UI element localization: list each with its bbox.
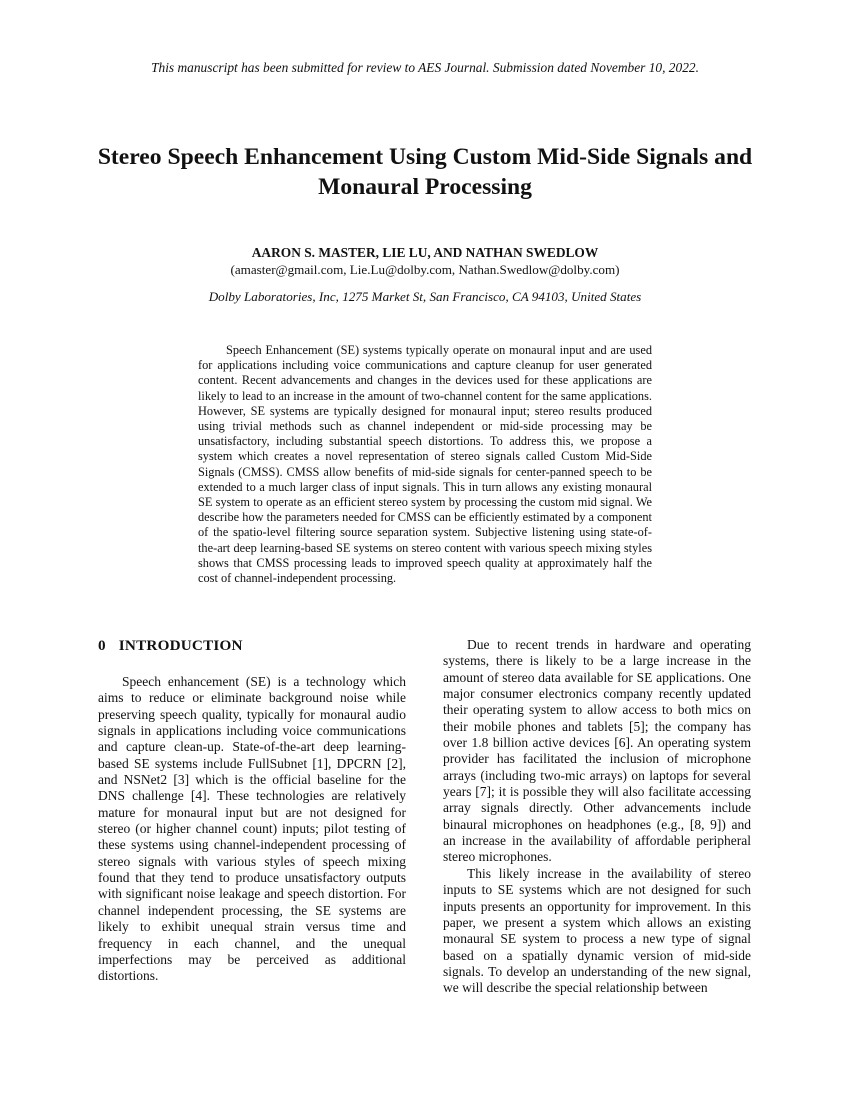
author-emails: (amaster@gmail.com, Lie.Lu@dolby.com, Nathan.Swedlow@dolby.com): [230, 262, 620, 277]
intro-paragraph-2: Due to recent trends in hardware and operating systems, there is likely to be a large increase in the amount of stereo data available for SE applications. One major consumer electronics company recently updated their operating system to allow access to both mics on their mobile phones and tablets [5]; the company has over 1.8 billion active devices [6]. An operating system provider has facilitated the inclusion of microphone arrays (including two-mic arrays) on laptops for several years [7]; it is possible they will also facilitate accessing array signals directly. Other advancements include binaural microphones on headphones (e.g., [8, 9]) and an increase in the availability of affordable peripheral stereo microphones.: [443, 637, 751, 865]
intro-paragraph-3: This likely increase in the availability of stereo inputs to SE systems which are not designed for such inputs presents an opportunity for improvement. In this paper, we present a system which allows an existing monaural SE system to process a new type of signal based on a spatially dynamic version of mid-side signals. To develop an understanding of the new signal, we will describe the special relationship between: [443, 865, 751, 996]
submission-notice: This manuscript has been submitted for review to AES Journal. Submission dated November 10, 2022.: [151, 60, 699, 75]
paper-title: Stereo Speech Enhancement Using Custom Mid-Side Signals and Monaural Processing: [97, 144, 753, 200]
author-affiliation: Dolby Laboratories, Inc, 1275 Market St, San Francisco, CA 94103, United States: [208, 289, 642, 304]
author-list: AARON S. MASTER, LIE LU, AND NATHAN SWEDLOW: [251, 245, 599, 260]
intro-paragraph-1: Speech enhancement (SE) is a technology which aims to reduce or eliminate background noise while preserving speech quality, typically for monaural audio signals in applications including voice communications and capture clean-up. State-of-the-art deep learning-based SE systems include FullSubnet [1], DPCRN [2], and NSNet2 [3] which is the official baseline for the DNS challenge [4]. These technologies are relatively mature for monaural input but are not designed for stereo (or higher channel count) inputs; pilot testing of these systems using channel-independent processing of stereo signals with various styles of speech mixing found that they tend to produce unsatisfactory outputs with significant noise leakage and speech distortion. For channel independent processing, the SE systems are likely to exhibit unequal strain versus time and frequency in each channel, and the unequal imperfections may be perceived as additional distortions.: [98, 674, 406, 984]
section-heading-introduction: [98, 637, 406, 655]
left-column: [98, 637, 406, 985]
section-number: 0: [98, 637, 106, 654]
section-title: INTRODUCTION: [118, 637, 243, 654]
right-column: [443, 637, 751, 997]
abstract: Speech Enhancement (SE) systems typically operate on monaural input and are used for applications including voice communications and capture cleanup for user generated content. Recent advancements and changes in the devices used for these applications are likely to lead to an increase in the amount of two-channel content for the same applications. However, SE systems are typically designed for monaural input; stereo results produced using trivial methods such as channel independent or mid-side processing may be unsatisfactory, including substantial speech distortions. To address this, we propose a system which creates a novel representation of stereo signals called Custom Mid-Side Signals (CMSS). CMSS allow benefits of mid-side signals for center-panned speech to be extended to a much larger class of input signals. This in turn allows any existing monaural SE system to operate as an efficient stereo system by processing the custom mid signal. We describe how the parameters needed for CMSS can be efficiently estimated by a component of the spatio-level filtering source separation system. Subjective listening using state-of-the-art deep learning-based SE systems on stereo content with various speech mixing styles shows that CMSS processing leads to improved speech quality at approximately half the cost of channel-independent processing.: [198, 343, 652, 586]
